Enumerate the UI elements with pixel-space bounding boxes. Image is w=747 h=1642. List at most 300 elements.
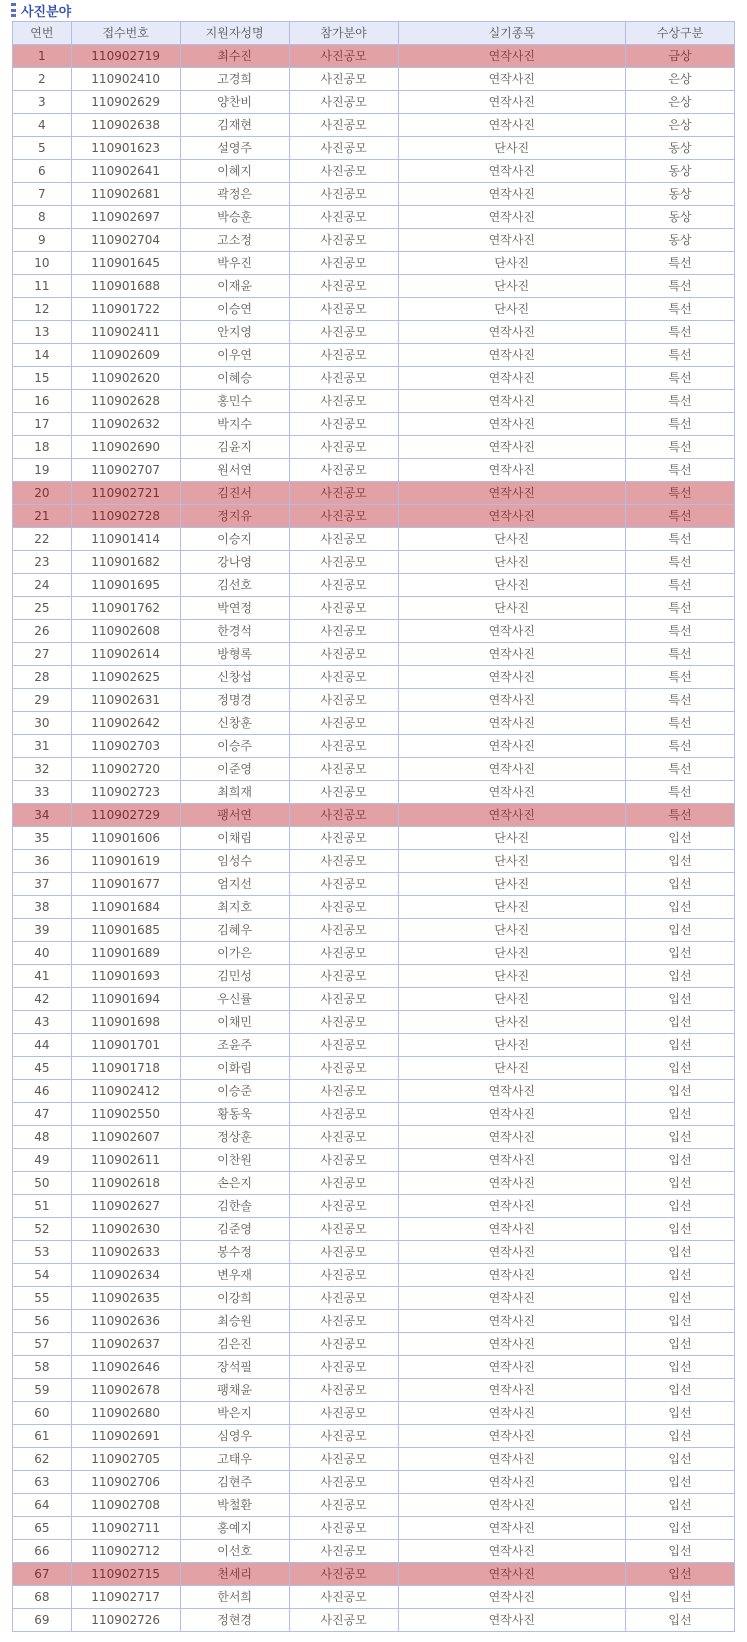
cell-registration-number: 110902715 (71, 1563, 180, 1586)
cell-field: 사진공모 (289, 942, 398, 965)
cell-event: 연작사진 (398, 436, 625, 459)
cell-award: 특선 (625, 758, 734, 781)
cell-applicant-name: 김선호 (180, 574, 289, 597)
table-row (13, 528, 735, 551)
cell-event: 연작사진 (398, 689, 625, 712)
cell-field: 사진공모 (289, 390, 398, 413)
cell-registration-number: 110902721 (71, 482, 180, 505)
cell-applicant-name: 이승지 (180, 528, 289, 551)
cell-registration-number: 110901684 (71, 896, 180, 919)
cell-event: 연작사진 (398, 206, 625, 229)
cell-applicant-name: 박승훈 (180, 206, 289, 229)
cell-field: 사진공모 (289, 1540, 398, 1563)
cell-field: 사진공모 (289, 988, 398, 1011)
table-row (13, 643, 735, 666)
cell-event: 단사진 (398, 298, 625, 321)
cell-number: 39 (13, 919, 72, 942)
cell-event: 연작사진 (398, 620, 625, 643)
cell-award: 특선 (625, 275, 734, 298)
cell-event: 연작사진 (398, 1448, 625, 1471)
table-row (13, 1356, 735, 1379)
section-title: 사진분야 (21, 4, 72, 20)
cell-number: 43 (13, 1011, 72, 1034)
cell-field: 사진공모 (289, 367, 398, 390)
cell-event: 단사진 (398, 919, 625, 942)
table-row (13, 229, 735, 252)
cell-event: 단사진 (398, 873, 625, 896)
cell-field: 사진공모 (289, 712, 398, 735)
cell-field: 사진공모 (289, 850, 398, 873)
cell-number: 32 (13, 758, 72, 781)
cell-award: 입선 (625, 1563, 734, 1586)
cell-number: 50 (13, 1172, 72, 1195)
cell-applicant-name: 설영주 (180, 137, 289, 160)
cell-registration-number: 110902630 (71, 1218, 180, 1241)
cell-field: 사진공모 (289, 344, 398, 367)
cell-award: 특선 (625, 735, 734, 758)
column-header-award: 수상구분 (625, 22, 734, 45)
cell-field: 사진공모 (289, 1563, 398, 1586)
cell-award: 특선 (625, 643, 734, 666)
table-row (13, 275, 735, 298)
cell-event: 연작사진 (398, 1080, 625, 1103)
cell-field: 사진공모 (289, 436, 398, 459)
cell-applicant-name: 한경석 (180, 620, 289, 643)
cell-field: 사진공모 (289, 597, 398, 620)
table-row (13, 873, 735, 896)
cell-registration-number: 110902678 (71, 1379, 180, 1402)
cell-applicant-name: 이승주 (180, 735, 289, 758)
cell-field: 사진공모 (289, 620, 398, 643)
cell-field: 사진공모 (289, 229, 398, 252)
cell-award: 입선 (625, 1517, 734, 1540)
cell-applicant-name: 심영우 (180, 1425, 289, 1448)
cell-number: 10 (13, 252, 72, 275)
cell-event: 연작사진 (398, 505, 625, 528)
cell-field: 사진공모 (289, 643, 398, 666)
cell-event: 단사진 (398, 850, 625, 873)
cell-registration-number: 110901619 (71, 850, 180, 873)
cell-event: 단사진 (398, 597, 625, 620)
cell-award: 입선 (625, 988, 734, 1011)
cell-applicant-name: 이화림 (180, 1057, 289, 1080)
cell-field: 사진공모 (289, 827, 398, 850)
cell-registration-number: 110902680 (71, 1402, 180, 1425)
cell-registration-number: 110902633 (71, 1241, 180, 1264)
cell-award: 입선 (625, 827, 734, 850)
cell-registration-number: 110902628 (71, 390, 180, 413)
cell-applicant-name: 최수진 (180, 45, 289, 68)
table-row (13, 183, 735, 206)
cell-field: 사진공모 (289, 183, 398, 206)
cell-number: 56 (13, 1310, 72, 1333)
cell-event: 연작사진 (398, 183, 625, 206)
cell-registration-number: 110902723 (71, 781, 180, 804)
cell-applicant-name: 변우재 (180, 1264, 289, 1287)
table-row (13, 1034, 735, 1057)
cell-award: 입선 (625, 1425, 734, 1448)
cell-field: 사진공모 (289, 252, 398, 275)
cell-number: 28 (13, 666, 72, 689)
table-row (13, 1057, 735, 1080)
table-row (13, 1103, 735, 1126)
cell-event: 연작사진 (398, 781, 625, 804)
cell-award: 은상 (625, 91, 734, 114)
cell-field: 사진공모 (289, 528, 398, 551)
cell-award: 특선 (625, 528, 734, 551)
cell-field: 사진공모 (289, 1379, 398, 1402)
table-row (13, 1448, 735, 1471)
cell-registration-number: 110901722 (71, 298, 180, 321)
cell-award: 특선 (625, 459, 734, 482)
cell-field: 사진공모 (289, 137, 398, 160)
cell-award: 입선 (625, 1103, 734, 1126)
table-row (13, 413, 735, 436)
cell-number: 13 (13, 321, 72, 344)
cell-number: 62 (13, 1448, 72, 1471)
cell-registration-number: 110902636 (71, 1310, 180, 1333)
cell-event: 연작사진 (398, 1172, 625, 1195)
cell-field: 사진공모 (289, 1126, 398, 1149)
cell-applicant-name: 곽정은 (180, 183, 289, 206)
table-row (13, 827, 735, 850)
cell-applicant-name: 이가은 (180, 942, 289, 965)
cell-field: 사진공모 (289, 91, 398, 114)
cell-field: 사진공모 (289, 1080, 398, 1103)
cell-event: 연작사진 (398, 45, 625, 68)
cell-award: 특선 (625, 712, 734, 735)
cell-applicant-name: 이강희 (180, 1287, 289, 1310)
cell-number: 42 (13, 988, 72, 1011)
cell-registration-number: 110902691 (71, 1425, 180, 1448)
table-row (13, 482, 735, 505)
cell-number: 37 (13, 873, 72, 896)
cell-registration-number: 110901645 (71, 252, 180, 275)
table-row (13, 298, 735, 321)
cell-applicant-name: 김준영 (180, 1218, 289, 1241)
cell-registration-number: 110902635 (71, 1287, 180, 1310)
cell-field: 사진공모 (289, 666, 398, 689)
cell-field: 사진공모 (289, 1057, 398, 1080)
table-row (13, 1080, 735, 1103)
cell-number: 55 (13, 1287, 72, 1310)
column-header-field: 참가분야 (289, 22, 398, 45)
cell-award: 입선 (625, 919, 734, 942)
table-row (13, 252, 735, 275)
cell-award: 입선 (625, 1195, 734, 1218)
table-row (13, 436, 735, 459)
cell-event: 연작사진 (398, 666, 625, 689)
table-row (13, 942, 735, 965)
cell-award: 특선 (625, 666, 734, 689)
cell-registration-number: 110902629 (71, 91, 180, 114)
table-row (13, 965, 735, 988)
cell-award: 특선 (625, 298, 734, 321)
table-row (13, 1540, 735, 1563)
cell-award: 입선 (625, 896, 734, 919)
cell-field: 사진공모 (289, 1471, 398, 1494)
cell-number: 60 (13, 1402, 72, 1425)
table-row (13, 91, 735, 114)
cell-registration-number: 110901762 (71, 597, 180, 620)
cell-registration-number: 110901623 (71, 137, 180, 160)
table-row (13, 1494, 735, 1517)
cell-event: 단사진 (398, 1011, 625, 1034)
cell-registration-number: 110902625 (71, 666, 180, 689)
cell-field: 사진공모 (289, 275, 398, 298)
cell-registration-number: 110902726 (71, 1609, 180, 1632)
cell-field: 사진공모 (289, 1172, 398, 1195)
cell-field: 사진공모 (289, 413, 398, 436)
cell-applicant-name: 이혜지 (180, 160, 289, 183)
cell-applicant-name: 박우진 (180, 252, 289, 275)
table-body (13, 45, 735, 1632)
cell-registration-number: 110902705 (71, 1448, 180, 1471)
cell-award: 입선 (625, 1218, 734, 1241)
cell-number: 3 (13, 91, 72, 114)
cell-applicant-name: 김윤지 (180, 436, 289, 459)
table-row (13, 160, 735, 183)
cell-award: 특선 (625, 689, 734, 712)
cell-registration-number: 110901414 (71, 528, 180, 551)
cell-award: 특선 (625, 482, 734, 505)
cell-number: 41 (13, 965, 72, 988)
cell-award: 특선 (625, 390, 734, 413)
cell-number: 29 (13, 689, 72, 712)
cell-award: 입선 (625, 942, 734, 965)
table-row (13, 1011, 735, 1034)
cell-applicant-name: 정지유 (180, 505, 289, 528)
cell-field: 사진공모 (289, 160, 398, 183)
cell-applicant-name: 한서희 (180, 1586, 289, 1609)
cell-event: 연작사진 (398, 1609, 625, 1632)
cell-event: 연작사진 (398, 1586, 625, 1609)
cell-applicant-name: 우신률 (180, 988, 289, 1011)
cell-award: 입선 (625, 1149, 734, 1172)
cell-award: 입선 (625, 1080, 734, 1103)
cell-applicant-name: 이우연 (180, 344, 289, 367)
cell-field: 사진공모 (289, 1356, 398, 1379)
cell-applicant-name: 이채림 (180, 827, 289, 850)
cell-field: 사진공모 (289, 804, 398, 827)
cell-applicant-name: 박은지 (180, 1402, 289, 1425)
cell-event: 연작사진 (398, 413, 625, 436)
cell-number: 65 (13, 1517, 72, 1540)
table-row (13, 1563, 735, 1586)
table-row (13, 919, 735, 942)
cell-registration-number: 110902632 (71, 413, 180, 436)
cell-registration-number: 110902720 (71, 758, 180, 781)
cell-applicant-name: 신창섭 (180, 666, 289, 689)
cell-award: 동상 (625, 183, 734, 206)
cell-award: 특선 (625, 551, 734, 574)
table-row (13, 114, 735, 137)
cell-field: 사진공모 (289, 298, 398, 321)
cell-applicant-name: 장석필 (180, 1356, 289, 1379)
table-row (13, 735, 735, 758)
cell-award: 동상 (625, 160, 734, 183)
table-row (13, 206, 735, 229)
table-row (13, 1195, 735, 1218)
cell-registration-number: 110902638 (71, 114, 180, 137)
cell-award: 입선 (625, 1356, 734, 1379)
cell-applicant-name: 원서연 (180, 459, 289, 482)
cell-award: 입선 (625, 1034, 734, 1057)
cell-event: 단사진 (398, 942, 625, 965)
cell-number: 66 (13, 1540, 72, 1563)
cell-award: 은상 (625, 114, 734, 137)
table-row (13, 988, 735, 1011)
cell-award: 입선 (625, 1126, 734, 1149)
cell-number: 61 (13, 1425, 72, 1448)
table-row (13, 781, 735, 804)
table-row (13, 68, 735, 91)
cell-field: 사진공모 (289, 505, 398, 528)
cell-number: 30 (13, 712, 72, 735)
cell-event: 연작사진 (398, 1356, 625, 1379)
cell-number: 59 (13, 1379, 72, 1402)
table-row (13, 321, 735, 344)
cell-event: 연작사진 (398, 1379, 625, 1402)
cell-number: 48 (13, 1126, 72, 1149)
cell-event: 연작사진 (398, 1287, 625, 1310)
cell-applicant-name: 정상훈 (180, 1126, 289, 1149)
table-row (13, 1218, 735, 1241)
cell-number: 21 (13, 505, 72, 528)
table-row (13, 1241, 735, 1264)
cell-number: 7 (13, 183, 72, 206)
cell-number: 69 (13, 1609, 72, 1632)
cell-award: 입선 (625, 1402, 734, 1425)
cell-award: 특선 (625, 505, 734, 528)
cell-event: 연작사진 (398, 1310, 625, 1333)
table-row (13, 597, 735, 620)
cell-number: 35 (13, 827, 72, 850)
cell-number: 23 (13, 551, 72, 574)
cell-award: 입선 (625, 1057, 734, 1080)
cell-number: 6 (13, 160, 72, 183)
cell-registration-number: 110902690 (71, 436, 180, 459)
cell-award: 금상 (625, 45, 734, 68)
cell-event: 연작사진 (398, 735, 625, 758)
cell-field: 사진공모 (289, 1241, 398, 1264)
cell-number: 51 (13, 1195, 72, 1218)
cell-applicant-name: 김은진 (180, 1333, 289, 1356)
cell-number: 18 (13, 436, 72, 459)
table-row (13, 1287, 735, 1310)
cell-event: 연작사진 (398, 643, 625, 666)
cell-applicant-name: 팽서연 (180, 804, 289, 827)
cell-field: 사진공모 (289, 1011, 398, 1034)
table-row (13, 1471, 735, 1494)
cell-event: 단사진 (398, 252, 625, 275)
cell-event: 단사진 (398, 574, 625, 597)
cell-registration-number: 110902717 (71, 1586, 180, 1609)
cell-registration-number: 110902712 (71, 1540, 180, 1563)
cell-registration-number: 110902631 (71, 689, 180, 712)
cell-number: 49 (13, 1149, 72, 1172)
cell-registration-number: 110902707 (71, 459, 180, 482)
cell-award: 입선 (625, 1379, 734, 1402)
cell-field: 사진공모 (289, 735, 398, 758)
cell-registration-number: 110901718 (71, 1057, 180, 1080)
cell-event: 연작사진 (398, 1333, 625, 1356)
cell-event: 연작사진 (398, 1494, 625, 1517)
cell-applicant-name: 방형록 (180, 643, 289, 666)
cell-event: 단사진 (398, 1057, 625, 1080)
cell-applicant-name: 이승준 (180, 1080, 289, 1103)
table-row (13, 1264, 735, 1287)
cell-event: 연작사진 (398, 229, 625, 252)
cell-number: 40 (13, 942, 72, 965)
cell-number: 5 (13, 137, 72, 160)
cell-award: 입선 (625, 1310, 734, 1333)
cell-award: 입선 (625, 1333, 734, 1356)
cell-number: 36 (13, 850, 72, 873)
table-row (13, 804, 735, 827)
cell-event: 연작사진 (398, 1540, 625, 1563)
cell-applicant-name: 홍예지 (180, 1517, 289, 1540)
cell-award: 특선 (625, 620, 734, 643)
cell-award: 입선 (625, 850, 734, 873)
cell-registration-number: 110902706 (71, 1471, 180, 1494)
header-row (13, 22, 735, 45)
cell-award: 입선 (625, 1264, 734, 1287)
cell-number: 25 (13, 597, 72, 620)
cell-applicant-name: 최승원 (180, 1310, 289, 1333)
cell-award: 동상 (625, 229, 734, 252)
cell-registration-number: 110902729 (71, 804, 180, 827)
table-row (13, 666, 735, 689)
cell-award: 특선 (625, 436, 734, 459)
cell-registration-number: 110902611 (71, 1149, 180, 1172)
cell-event: 연작사진 (398, 1517, 625, 1540)
cell-registration-number: 110901695 (71, 574, 180, 597)
cell-number: 45 (13, 1057, 72, 1080)
cell-registration-number: 110901606 (71, 827, 180, 850)
cell-registration-number: 110902703 (71, 735, 180, 758)
cell-registration-number: 110901677 (71, 873, 180, 896)
table-row (13, 367, 735, 390)
column-header-number: 연번 (13, 22, 72, 45)
cell-event: 단사진 (398, 988, 625, 1011)
cell-field: 사진공모 (289, 1149, 398, 1172)
cell-registration-number: 110901682 (71, 551, 180, 574)
cell-field: 사진공모 (289, 1333, 398, 1356)
cell-event: 연작사진 (398, 367, 625, 390)
cell-award: 입선 (625, 1471, 734, 1494)
cell-award: 특선 (625, 597, 734, 620)
cell-award: 동상 (625, 137, 734, 160)
cell-number: 64 (13, 1494, 72, 1517)
cell-field: 사진공모 (289, 321, 398, 344)
cell-award: 특선 (625, 344, 734, 367)
cell-applicant-name: 이채민 (180, 1011, 289, 1034)
cell-award: 입선 (625, 1011, 734, 1034)
cell-number: 14 (13, 344, 72, 367)
table-row (13, 1149, 735, 1172)
cell-event: 연작사진 (398, 390, 625, 413)
cell-award: 입선 (625, 1287, 734, 1310)
cell-event: 단사진 (398, 827, 625, 850)
cell-number: 4 (13, 114, 72, 137)
cell-applicant-name: 이재윤 (180, 275, 289, 298)
cell-registration-number: 110902704 (71, 229, 180, 252)
table-header (13, 22, 735, 45)
cell-number: 27 (13, 643, 72, 666)
cell-number: 38 (13, 896, 72, 919)
cell-number: 2 (13, 68, 72, 91)
